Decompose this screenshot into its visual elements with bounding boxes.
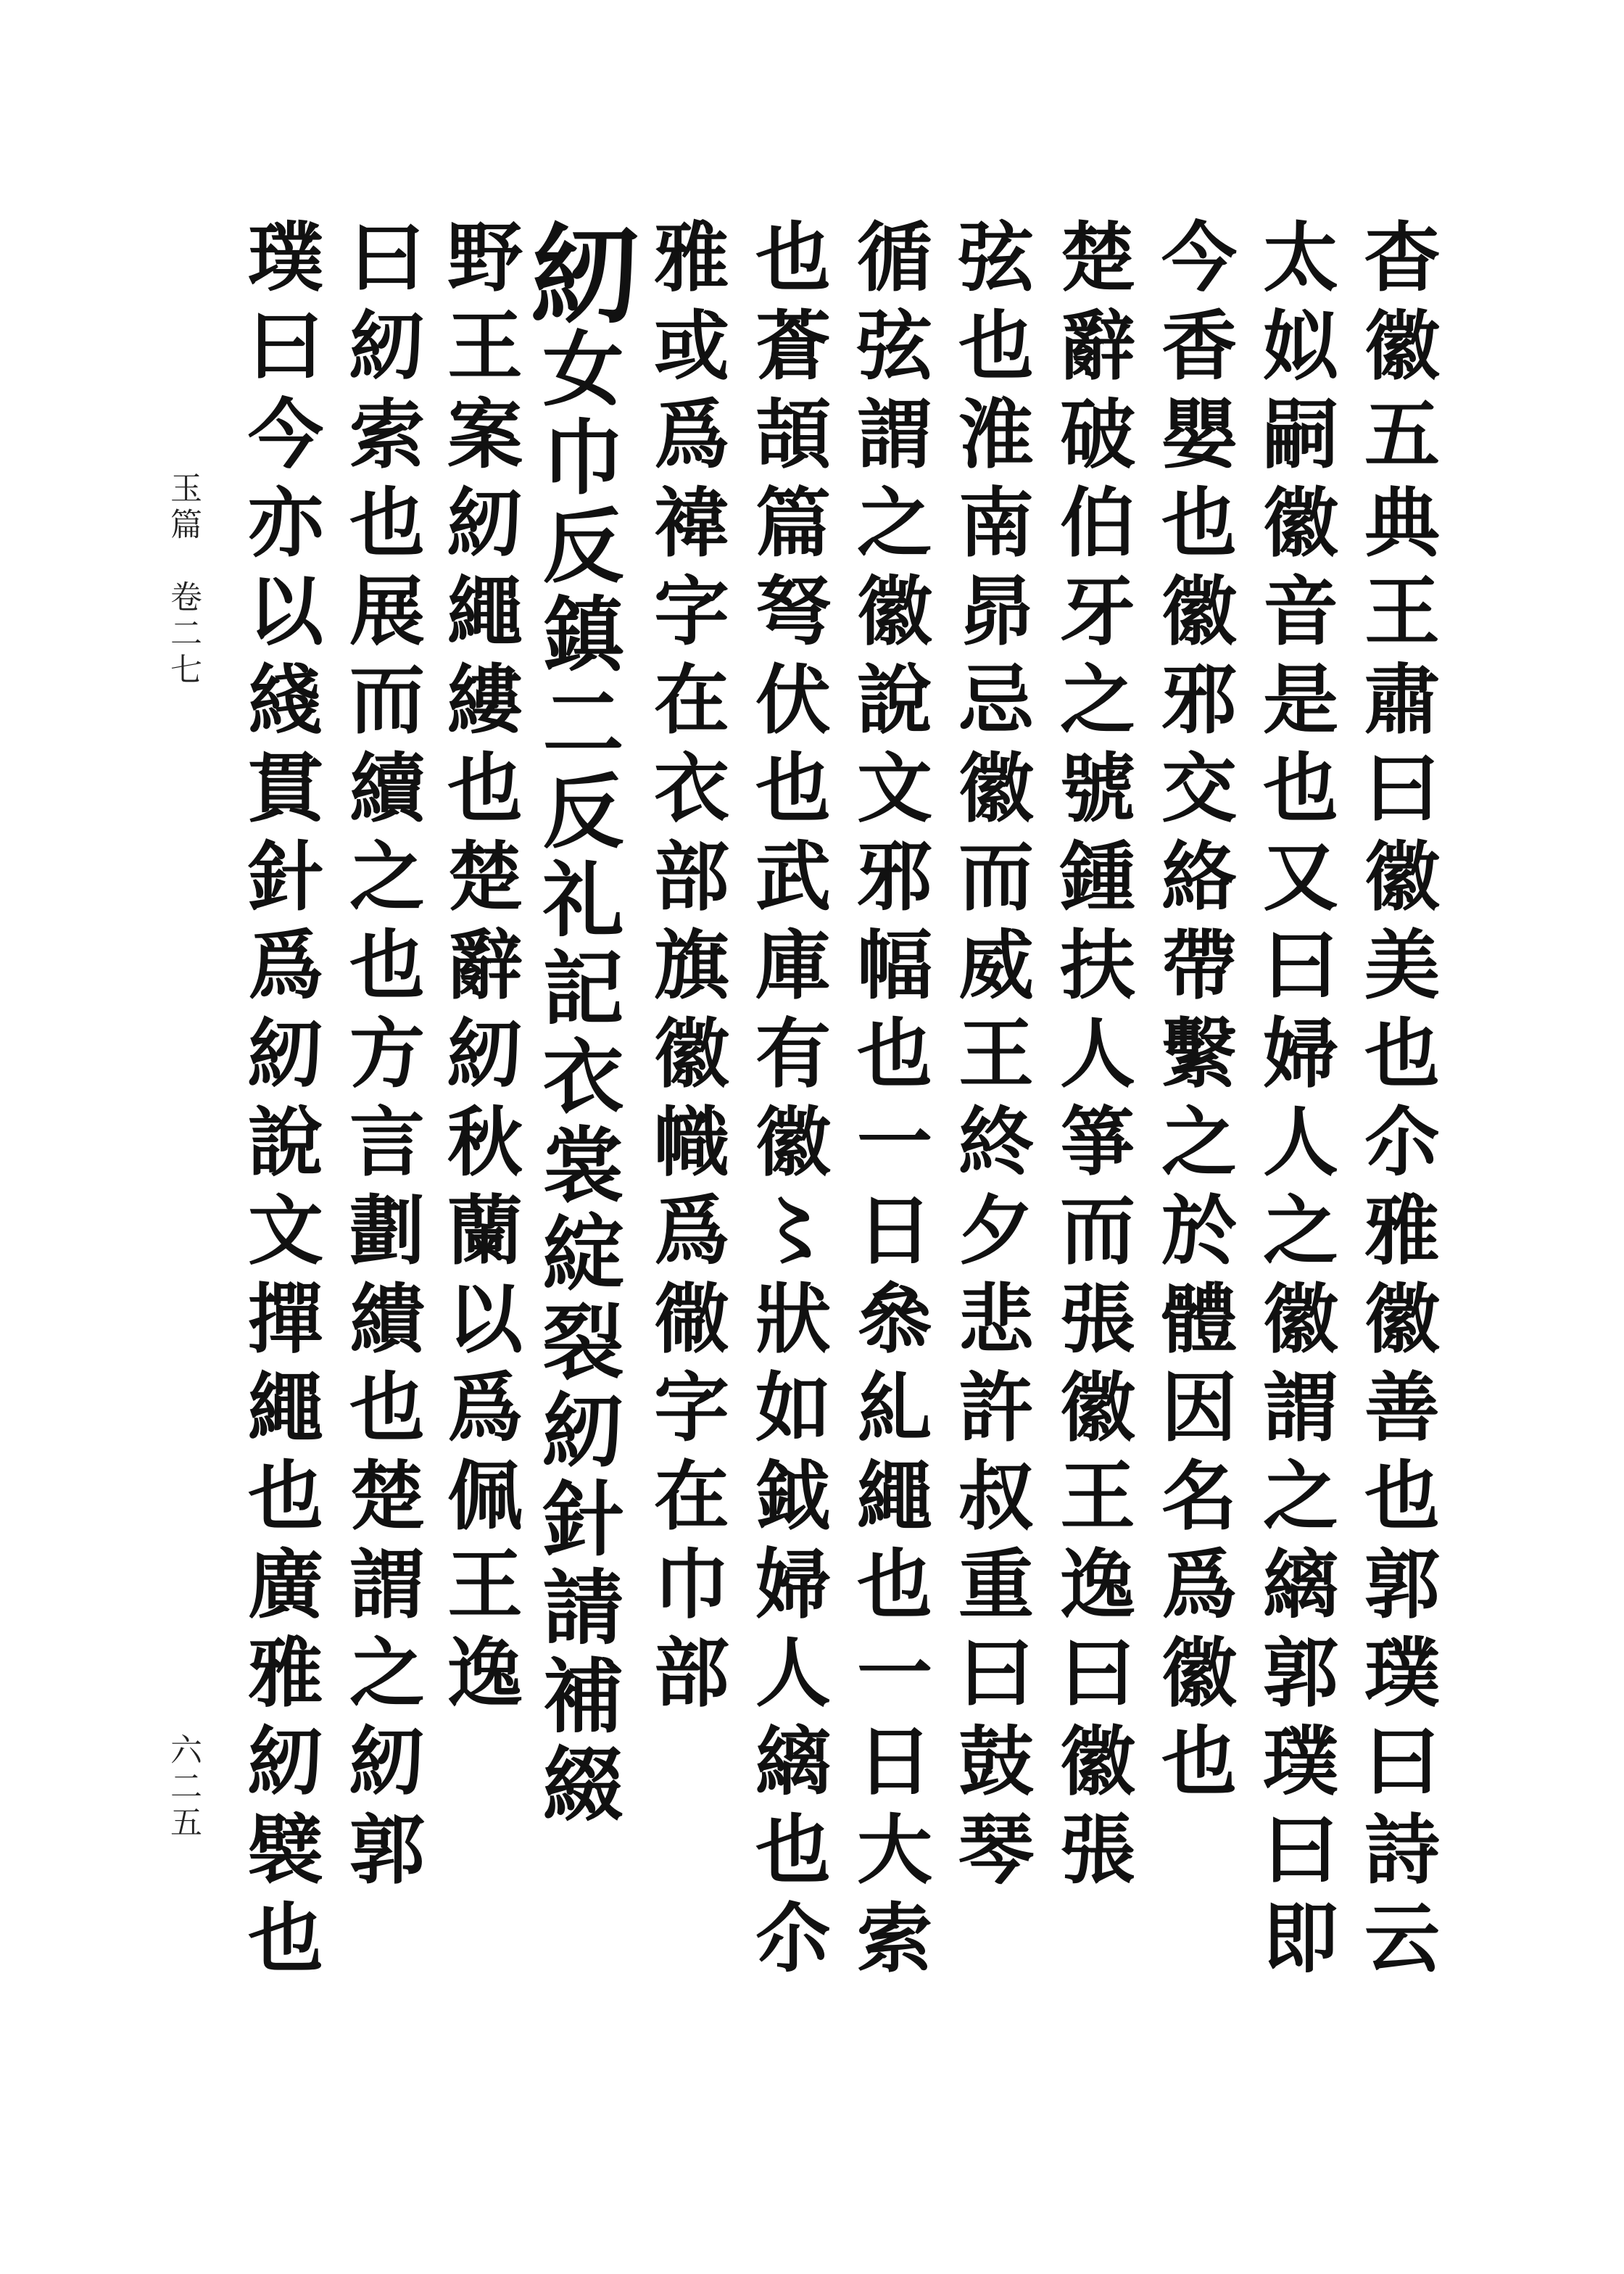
entry-heading-column [513,218,640,2139]
text-column: 也蒼頡篇弩伏也武庫有徽〻狀如鉞婦人縭也尒 [742,218,832,1987]
text-column: 太姒嗣徽音是也又曰婦人之徽謂之縭郭璞曰即 [1250,218,1339,1987]
text-column: 楚辭破伯牙之號鍾扶人箏而張徽王逸曰徽張 [1047,218,1136,1898]
text-column: 今香嬰也徽邪交絡帶繫之於體因名爲徽也 [1148,218,1238,1810]
text-column: 曰紉索也展而續之也方言劃繢也楚謂之紉郭 [336,218,426,1898]
text-column: 循弦謂之徽說文邪幅也一日叅糺繩也一日大索 [844,218,933,1987]
text-column: 野王案紉繩縷也楚辭紉秋蘭以爲佩王逸 [434,218,523,1721]
text-column: 雅或爲褘字在衣部旗徽幟爲幑字在巾部 [641,218,730,1721]
entry-heading-text: 女巾反鎮二反礼記衣裳綻裂紉針請補綴 [529,326,624,1830]
page-number: 六二五 [165,1733,202,1842]
main-text-block [225,218,1443,2139]
entry-head-character: 紉 [513,218,640,326]
text-column: 杳徽五典王肅曰徽美也尒雅徽善也郭璞曰詩云 [1351,218,1441,1987]
text-column: 璞曰今亦以綫貫針爲紉說文撣繩也廣雅紉襞也 [235,218,324,1987]
running-head: 玉篇 卷二七 [165,471,202,689]
text-column: 弦也淮南昴忌徽而威王終夕悲許叔重曰鼓琴 [945,218,1035,1898]
